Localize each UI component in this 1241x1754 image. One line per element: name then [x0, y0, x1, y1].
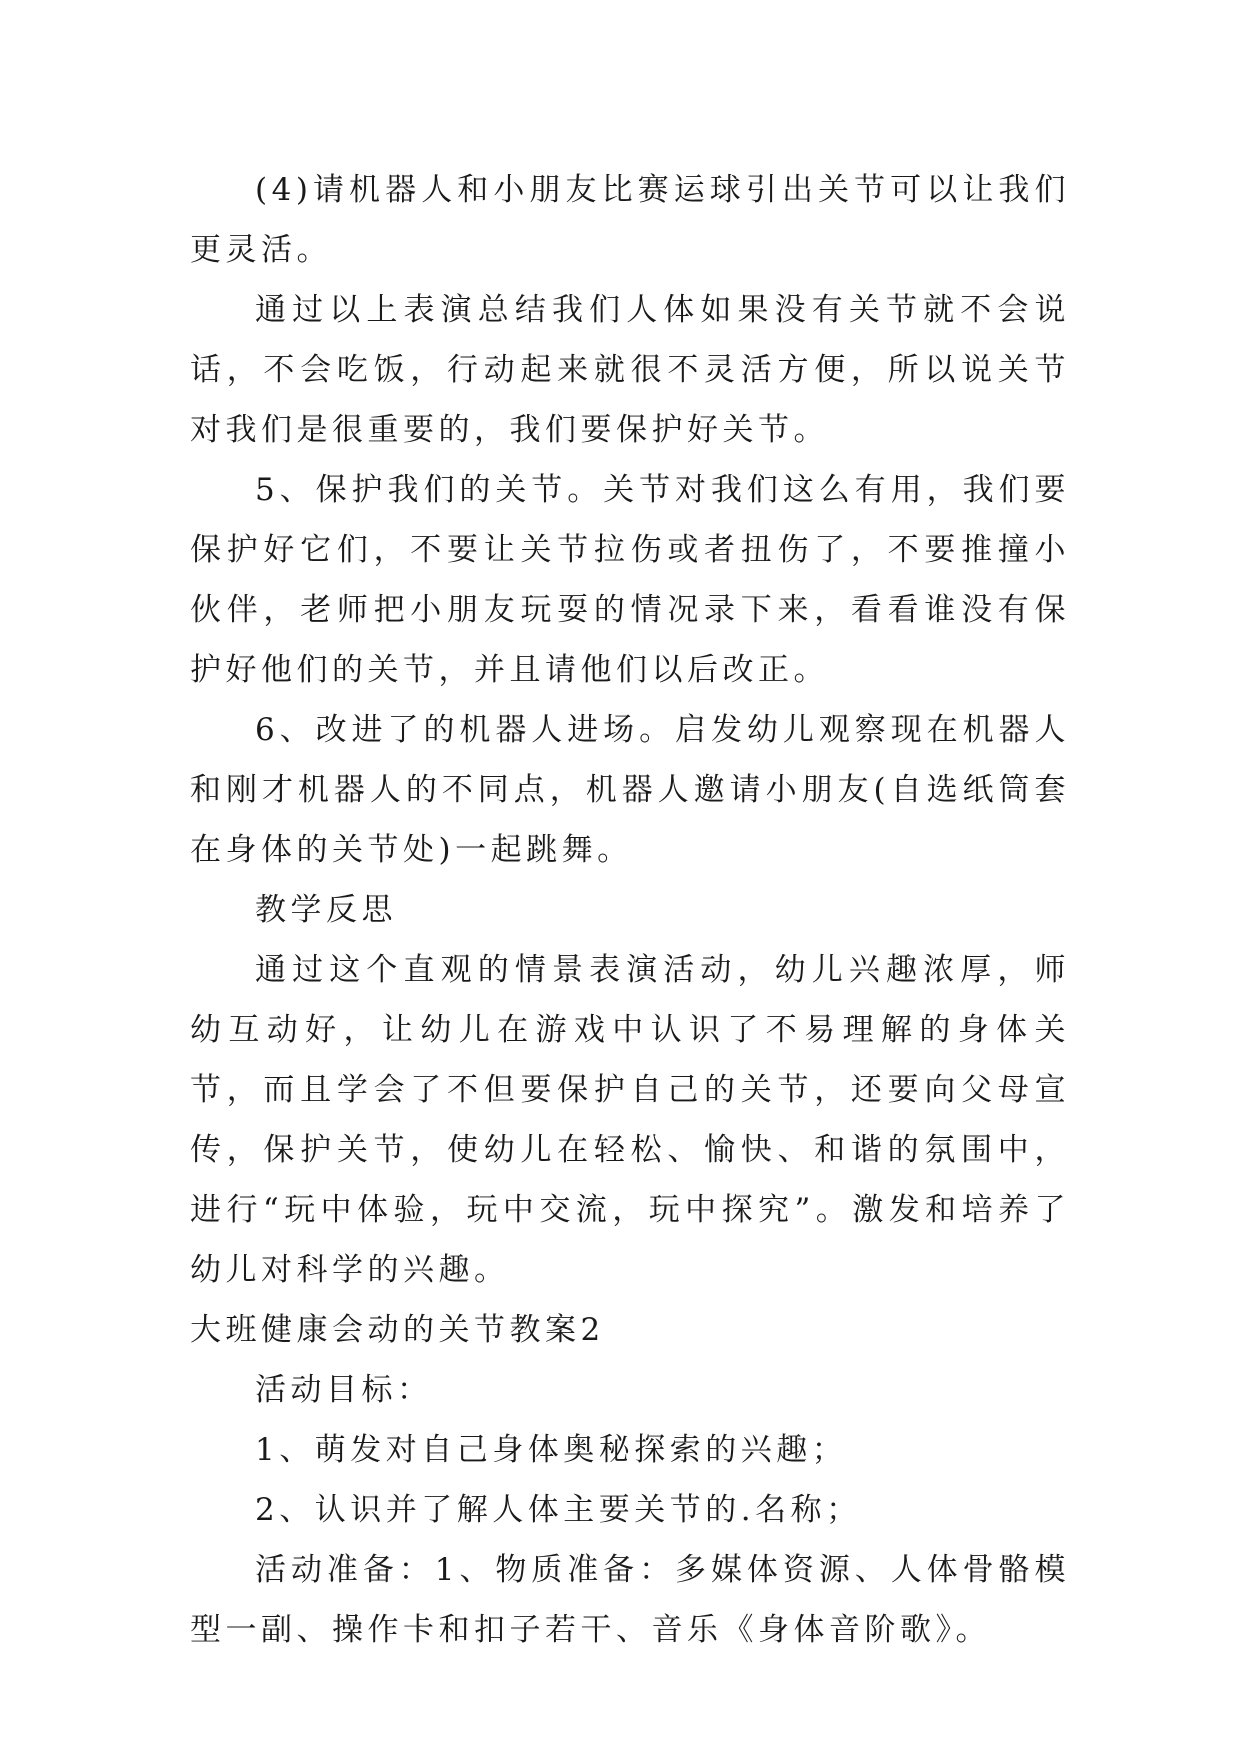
lesson-plan-title: 大班健康会动的关节教案2: [190, 1312, 605, 1348]
section-title-goals: 活动目标：: [255, 1372, 433, 1408]
paragraph-preparation: 活动准备：1、物质准备：多媒体资源、人体骨骼模型一副、操作卡和扣子若干、音乐《身体音阶歌》。: [190, 1552, 1070, 1648]
paragraph-step-6: 6、改进了的机器人进场。启发幼儿观察现在机器人和刚才机器人的不同点，机器人邀请小朋友(自选纸筒套在身体的关节处)一起跳舞。: [190, 712, 1070, 868]
paragraph-reflection: 通过这个直观的情景表演活动，幼儿兴趣浓厚，师幼互动好，让幼儿在游戏中认识了不易理解的身体关节，而且学会了不但要保护自己的关节，还要向父母宣传，保护关节，使幼儿在轻松、愉快、和谐的氛围中，进行“玩中体验，玩中交流，玩中探究”。激发和培养了幼儿对科学的兴趣。: [190, 952, 1070, 1288]
paragraph-step-5: 5、保护我们的关节。关节对我们这么有用，我们要保护好它们，不要让关节拉伤或者扭伤了，不要推撞小伙伴，老师把小朋友玩耍的情况录下来，看看谁没有保护好他们的关节，并且请他们以后改正。: [190, 472, 1070, 688]
paragraph-summary: 通过以上表演总结我们人体如果没有关节就不会说话，不会吃饭，行动起来就很不灵活方便，所以说关节对我们是很重要的，我们要保护好关节。: [190, 292, 1070, 448]
document-body: [190, 160, 1070, 1660]
goal-item-1: 1、萌发对自己身体奥秘探索的兴趣；: [255, 1432, 848, 1468]
goal-item-2: 2、认识并了解人体主要关节的.名称；: [255, 1492, 862, 1528]
section-title-reflection: 教学反思: [255, 892, 397, 928]
paragraph-step-4: (4)请机器人和小朋友比赛运球引出关节可以让我们更灵活。: [190, 172, 1070, 268]
